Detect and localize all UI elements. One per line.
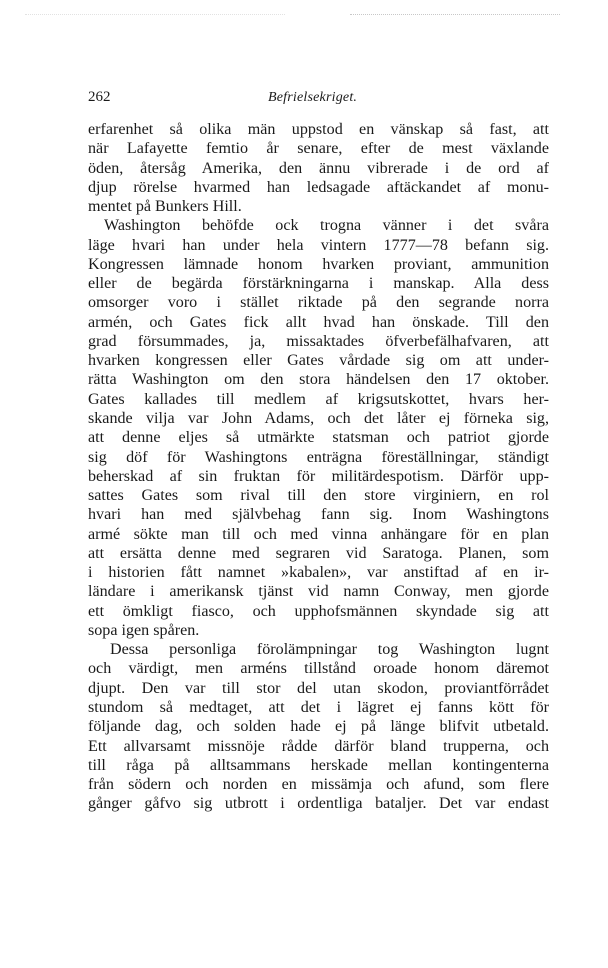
text-line: Gates kallades till medlem af krigsutskottet, hvars her- [88, 390, 549, 408]
scan-edge-mark [350, 14, 560, 15]
page-header [88, 89, 548, 111]
text-line: erfarenhet så olika män uppstod en vänskap så fast, att [88, 121, 549, 138]
text-line: att ersätta denne med segraren vid Saratoga. Planen, som [88, 544, 549, 562]
text-line: och värdigt, men arméns tillstånd oroade honom däremot [88, 660, 549, 678]
text-line: Kongressen lämnade honom hvarken proviant, ammunition [88, 255, 549, 273]
text-line: läge hvari han under hela vintern 1777—78 befann sig. [88, 236, 549, 254]
text-line: armé sökte man till och med vinna anhängare för en plan [88, 525, 549, 543]
text-line: följande dag, och solden hade ej på länge blifvit utbetald. [88, 718, 549, 736]
scan-edge-mark [25, 14, 285, 15]
text-line: öden, återsåg Amerika, den ännu vibrerade i de ord af [88, 159, 549, 177]
text-line: ett ömkligt fiasco, och upphofsmännen skyndade sig att [88, 602, 549, 620]
text-line: beherskad af sin fruktan för militärdespotism. Därför upp- [88, 467, 549, 485]
text-line: hvari han med självbehag fann sig. Inom Washingtons [88, 506, 549, 524]
text-line: djup rörelse hvarmed han ledsagade aftäckandet af monu- [88, 178, 549, 196]
text-line: grad försummades, ja, missaktades öfverbefälhafvaren, att [88, 332, 549, 350]
text-line: när Lafayette femtio år senare, efter de mest växlande [88, 140, 549, 158]
text-line: Ett allvarsamt missnöje rådde därför bland trupperna, och [88, 737, 549, 755]
text-line: omsorger voro i stället riktade på den segrande norra [88, 294, 549, 312]
body-text [88, 120, 549, 814]
text-line: Washington behöfde ock trogna vänner i det svåra [104, 217, 549, 235]
text-line: i historien fått namnet »kabalen», var anstiftad af en ir- [88, 564, 549, 582]
text-line: djupt. Den var till stor del utan skodon, proviantförrådet [88, 679, 549, 697]
text-line: rätta Washington om den stora händelsen den 17 oktober. [88, 371, 549, 389]
text-line: ländare i amerikansk tjänst vid namn Conway, men gjorde [88, 583, 549, 601]
text-line: sig döf för Washingtons enträgna föreställningar, ständigt [88, 448, 549, 466]
text-line: sattes Gates som rival till den store virginiern, en rol [88, 487, 549, 505]
text-line: gånger gåfvo sig utbrott i ordentliga bataljer. Det var endast [88, 795, 549, 813]
text-line: eller de begärda förstärkningarna i manskap. Alla dess [88, 275, 549, 293]
text-line: sopa igen spåren. [88, 621, 200, 639]
text-line: från södern och norden en missämja och afund, som flere [88, 776, 549, 794]
text-line: stundom så medtaget, att det i lägret ej fanns kött för [88, 698, 549, 716]
text-line: till råga på alltsammans herskade mellan kontingenterna [88, 756, 549, 774]
page-number: 262 [88, 89, 111, 105]
text-line: mentet på Bunkers Hill. [88, 198, 242, 216]
running-title: Befrielsekriget. [268, 90, 358, 105]
text-line: att denne eljes så utmärkte statsman och patriot gjorde [88, 429, 549, 447]
text-line: hvarken kongressen eller Gates vårdade sig om att under- [88, 352, 549, 370]
text-line: skande vilja var John Adams, och det låter ej förneka sig, [88, 409, 549, 427]
text-line: armén, och Gates fick allt hvad han önskade. Till den [88, 313, 549, 331]
text-line: Dessa personliga förolämpningar tog Washington lugnt [110, 641, 549, 659]
